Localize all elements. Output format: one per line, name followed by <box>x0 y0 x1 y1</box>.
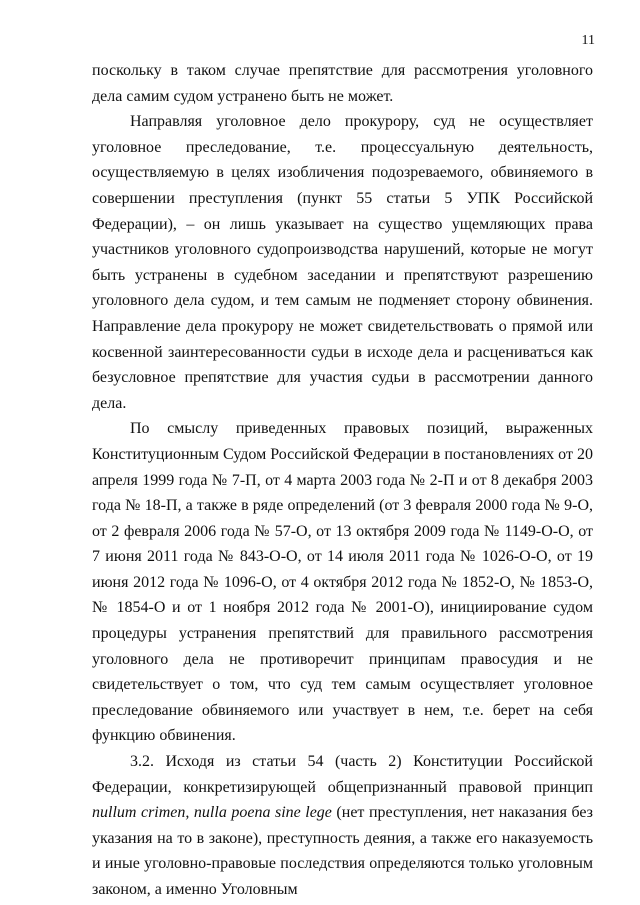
paragraph-section-3-2 <box>92 749 593 903</box>
page-number: 11 <box>581 33 595 48</box>
latin-maxim: nullum crimen, nulla poena sine lege <box>92 804 332 822</box>
paragraph-constitutional-court-positions: По смыслу приведенных правовых позиций, выраженных Конституционным Судом Российской Федерации в постановлениях от 20 апреля 1999 года № 7-П, от 4 марта 2003 года № 2-П и от 8 декабря 2003 года № 18-П, а также в ряде определений (от 3 февраля 2000 года № 9-О, от 2 февраля 2006 года № 57-О, от 13 октября 2009 года № 1149-О-О, от 7 июня 2011 года № 843-О-О, от 14 июля 2011 года № 1026-О-О, от 19 июня 2012 года № 1096-О, от 4 октября 2012 года № 1852-О, № 1853-О, № 1854-О и от 1 ноября 2012 года № 2001-О), инициирование судом процедуры устранения препятствий для правильного рассмотрения уголовного дела не противоречит принципам правосудия и не свидетельствует о том, что суд тем самым осуществляет уголовное преследование обвиняемого или участвует в нем, т.е. берет на себя функцию обвинения. <box>92 420 593 745</box>
paragraph-continuation: поскольку в таком случае препятствие для рассмотрения уголовного дела самим судом устранено быть не может. <box>92 62 593 105</box>
paragraph-referral-to-prosecutor: Направляя уголовное дело прокурору, суд не осуществляет уголовное преследование, т.е. процессуальную деятельность, осуществляемую в целях изобличения подозреваемого, обвиняемого в совершении преступления (пункт 55 статьи 5 УПК Российской Федерации), – он лишь указывает на существо ущемляющих права участников уголовного судопроизводства нарушений, которые не могут быть устранены в судебном заседании и препятствуют разрешению уголовного дела судом, и тем самым не подменяет сторону обвинения. Направление дела прокурору не может свидетельствовать о прямой или косвенной заинтересованности судьи в исходе дела и расцениваться как безусловное препятствие для участия судьи в рассмотрении данного дела. <box>92 113 593 412</box>
paragraph-section-3-2-text-after: (нет преступления, нет наказания без указания на то в законе), преступность деяния, а также его наказуемость и иные уголовно-правовые последствия определяются только уголовным законом, а именно Уголовным <box>92 804 593 898</box>
document-body <box>92 58 593 903</box>
paragraph-section-3-2-text-before: 3.2. Исходя из статьи 54 (часть 2) Конституции Российской Федерации, конкретизирующей общепризнанный правовой принцип <box>92 753 593 796</box>
